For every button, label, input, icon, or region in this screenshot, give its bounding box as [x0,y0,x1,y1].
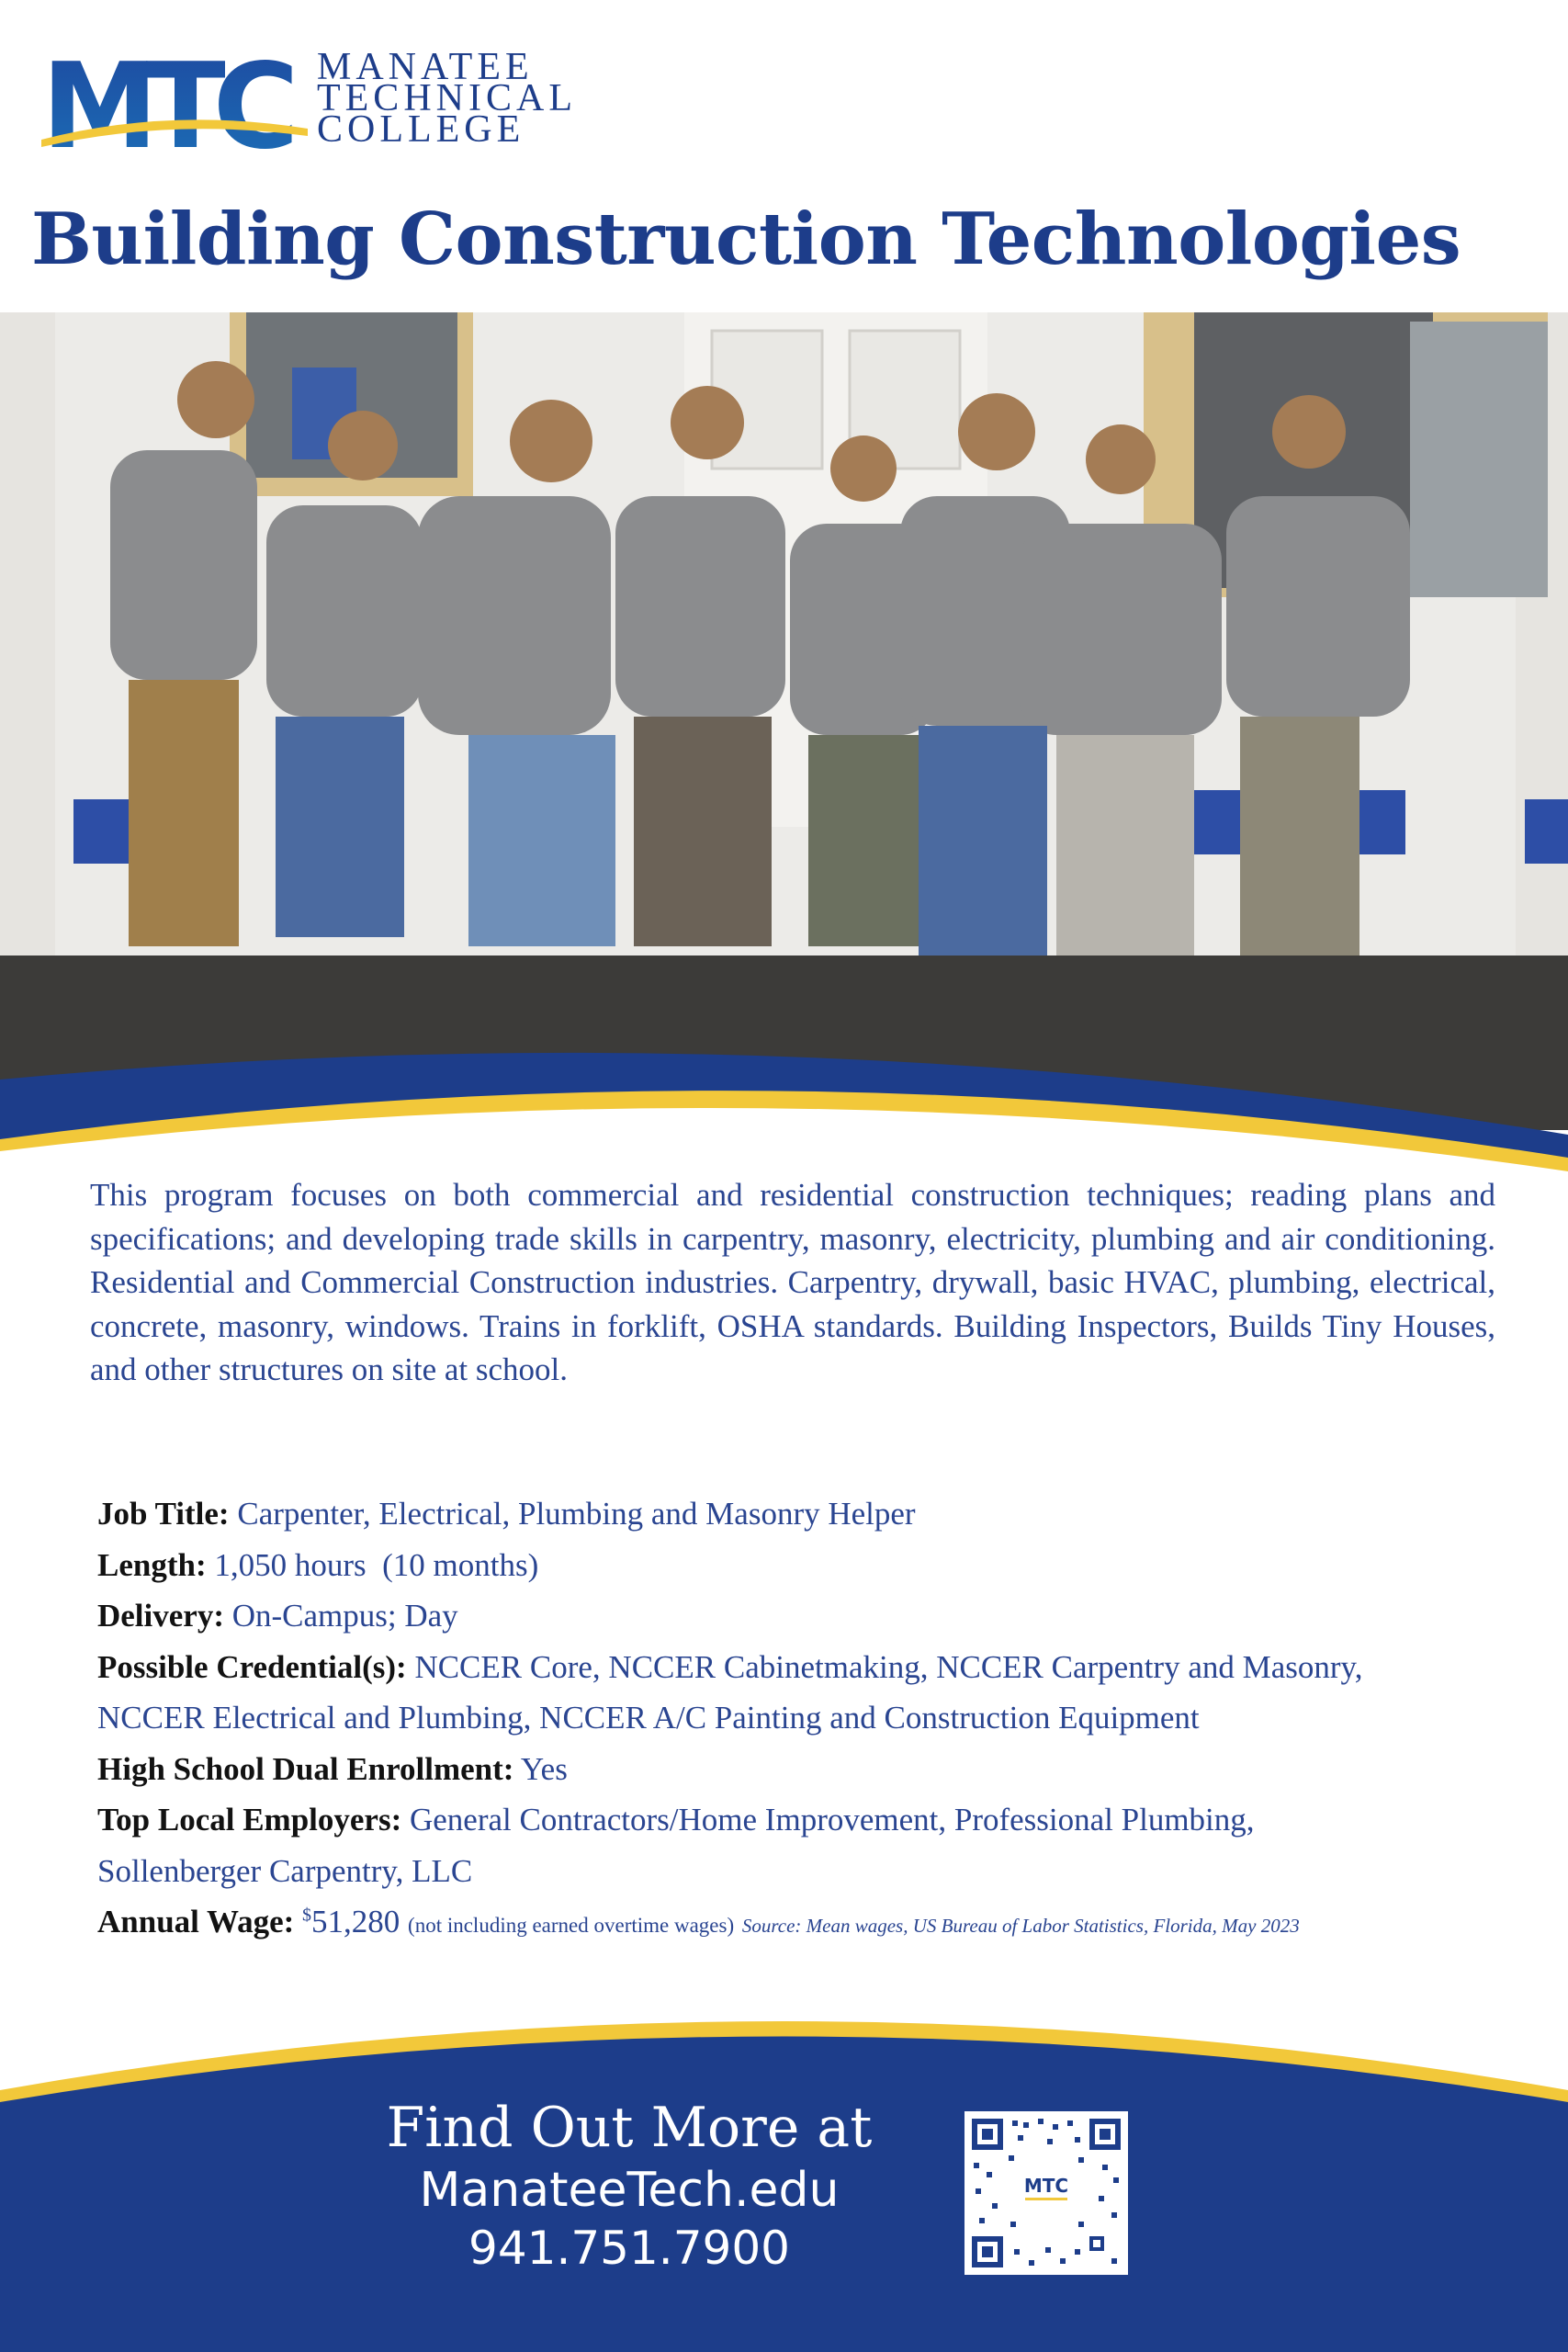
student-group-photo [0,312,1568,1130]
job-title-value: Carpenter, Electrical, Plumbing and Masonry Helper [237,1496,916,1532]
job-title-label: Job Title: [97,1496,230,1532]
dual-enrollment-row [97,1744,1530,1795]
wage-note: (not including earned overtime wages) [408,1914,735,1937]
logo-line-1: MANATEE [317,46,534,88]
wage-row [97,1896,1530,1952]
length-label: Length: [97,1546,207,1583]
dual-enrollment-label: High School Dual Enrollment: [97,1750,514,1787]
contact-callout [354,2095,905,2277]
job-title-row [97,1488,1530,1540]
delivery-row [97,1590,1530,1642]
wage-currency: $ [302,1905,312,1926]
credentials-label: Possible Credential(s): [97,1648,407,1685]
wage-value: 51,280 [311,1904,400,1939]
logo-mark-text: MTC [41,51,287,154]
logo-line-2: TECHNICAL [317,77,577,119]
logo-wordmark [317,46,577,151]
qr-code[interactable] [964,2111,1128,2275]
delivery-label: Delivery: [97,1598,224,1634]
length-value: 1,050 hours (10 months) [214,1546,539,1583]
qr-logo-text: MTC [1023,2175,1069,2197]
length-row [97,1540,1530,1591]
employers-row [97,1794,1530,1846]
employers-value-1: General Contractors/Home Improvement, Professional Plumbing, [410,1802,1255,1838]
employers-value-2: Sollenberger Carpentry, LLC [97,1852,473,1889]
credentials-value-2: NCCER Electrical and Plumbing, NCCER A/C Painting and Construction Equipment [97,1700,1200,1736]
credentials-value-1: NCCER Core, NCCER Cabinetmaking, NCCER Carpentry and Masonry, [414,1648,1363,1685]
photo-swoosh [0,1043,1568,1190]
employers-label: Top Local Employers: [97,1802,402,1838]
employers-row-2 [97,1846,1530,1897]
phone-number[interactable]: 941.751.7900 [468,2222,790,2275]
mtc-logo-mark [41,51,308,154]
cta-heading: Find Out More at [386,2096,873,2160]
dual-enrollment-value: Yes [520,1750,568,1787]
program-title: Building Construction Technologies [31,198,1461,281]
program-description: This program focuses on both commercial and residential construction techniques; reading plans and specifications; and developing trade skills in carpentry, masonry, electricity, plumbing and air conditioning. Residential and Commercial Construction industries. Carpentry, drywall, basic HVAC, plumbing, electrical, concrete, masonry, windows. Trains in forklift, OSHA standards. Building Inspectors, Builds Tiny Houses, and other structures on site at school. [90,1177,1495,1387]
credentials-row [97,1642,1530,1693]
photo-illustration [0,312,1568,1130]
program-details [97,1488,1530,1952]
delivery-value: On-Campus; Day [231,1598,458,1634]
wage-label: Annual Wage: [97,1904,295,1939]
logo-line-3: COLLEGE [317,108,525,151]
wage-source: Source: Mean wages, US Bureau of Labor Statistics, Florida, May 2023 [741,1915,1300,1937]
college-logo [41,44,577,154]
credentials-row-2 [97,1692,1530,1744]
website-link[interactable]: ManateeTech.edu [419,2163,840,2218]
